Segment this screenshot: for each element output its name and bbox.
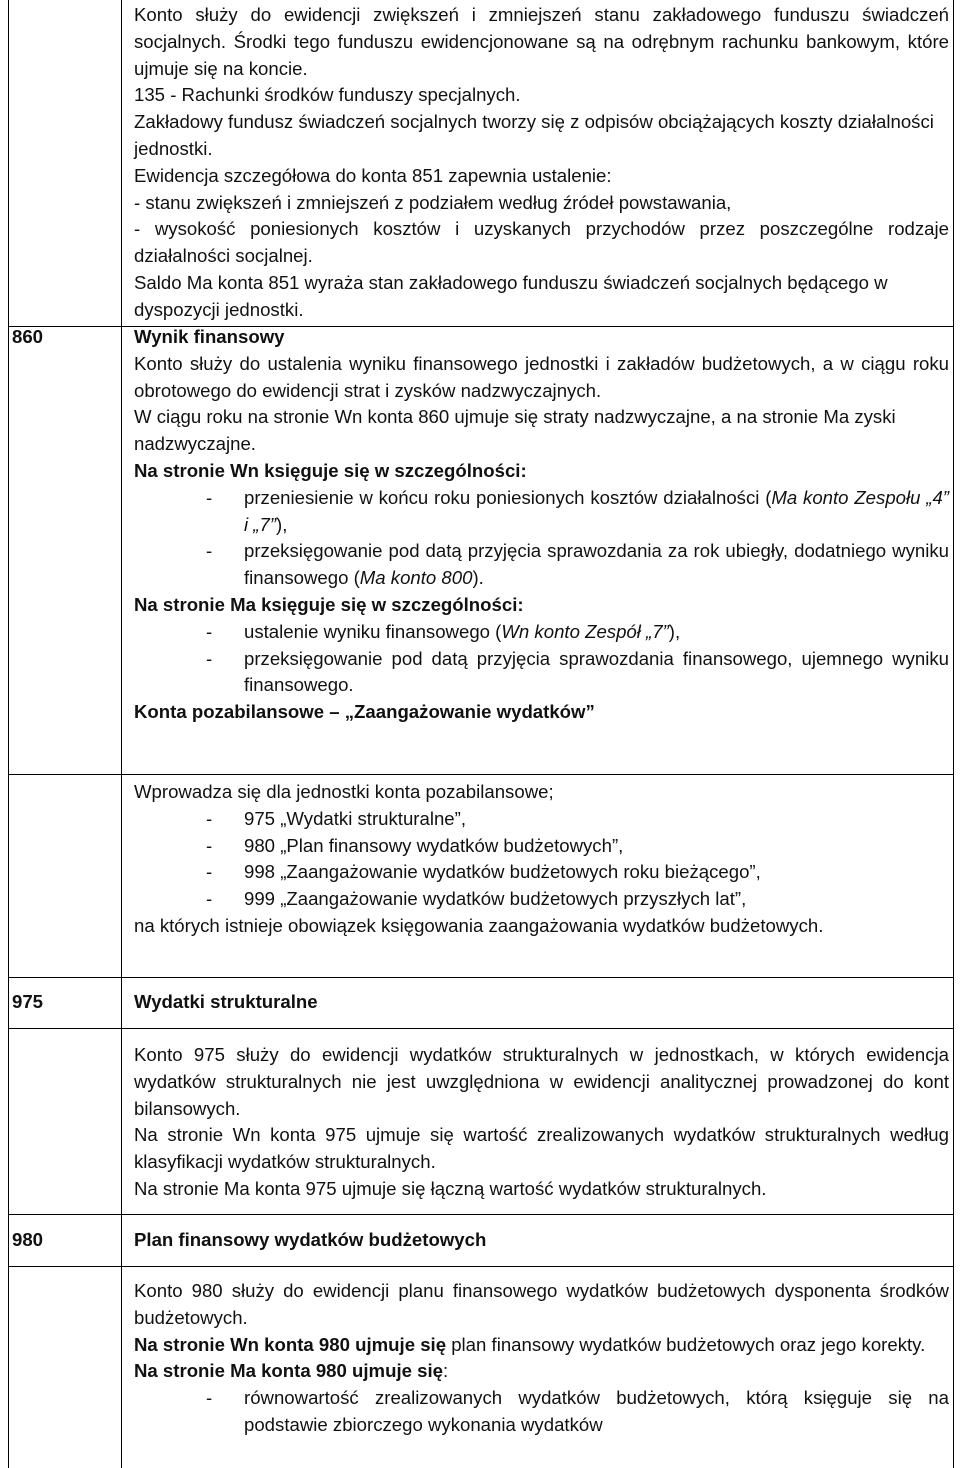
paragraph: Zakładowy fundusz świadczeń socjalnych tworzy się z odpisów obciążających koszty działalności jednostki.: [134, 111, 934, 159]
document-page: [8, 0, 954, 1468]
paragraph: Na stronie Wn konta 980 ujmuje się plan finansowy wydatków budżetowych oraz jego korekty.: [134, 1333, 926, 1355]
list-item: - ustalenie wyniku finansowego (Wn konto Zespół „7”),: [206, 620, 681, 642]
row-divider: [9, 774, 953, 775]
list-item: - równowartość zrealizowanych wydatków budżetowych, którą księguje się na podstawie zbiorczego wykonania wydatków: [206, 1387, 949, 1435]
row-divider: [9, 1028, 953, 1029]
subheading: Konta pozabilansowe – „Zaangażowanie wydatków”: [134, 701, 595, 723]
paragraph: na których istnieje obowiązek księgowania zaangażowania wydatków budżetowych.: [134, 914, 824, 936]
paragraph: 135 - Rachunki środków funduszy specjalnych.: [134, 84, 521, 106]
list-item: - przeksięgowanie pod datą przyjęcia sprawozdania finansowego, ujemnego wyniku finansowego.: [206, 647, 949, 696]
account-975-title: [134, 989, 949, 1016]
list-item: - przeniesienie w końcu roku poniesionych kosztów działalności (Ma konto Zespołu „4” i „7”),: [206, 486, 949, 535]
section-title: Wydatki strukturalne: [134, 991, 318, 1012]
subheading: Na stronie Ma księguje się w szczególności:: [134, 593, 524, 615]
account-851-description: [134, 2, 949, 324]
column-divider: [121, 0, 122, 1468]
row-divider: [9, 977, 953, 978]
paragraph: Konto służy do ewidencji zwiększeń i zmniejszeń stanu zakładowego funduszu świadczeń socjalnych. Środki tego funduszu ewidencjonowane są na odrębnym rachunku bankowym, które ujmuje się na koncie.: [134, 4, 949, 79]
list-item: - 999 „Zaangażowanie wydatków budżetowych przyszłych lat”,: [206, 888, 747, 910]
paragraph: Ewidencja szczegółowa do konta 851 zapewnia ustalenie:: [134, 164, 612, 186]
account-980-title: [134, 1227, 949, 1254]
paragraph: W ciągu roku na stronie Wn konta 860 ujmuje się straty nadzwyczajne, a na stronie Ma zyski nadzwyczajne.: [134, 406, 896, 455]
paragraph: - stanu zwiększeń i zmniejszeń z podziałem według źródeł powstawania,: [134, 191, 732, 213]
offbalance-accounts-section: [134, 779, 949, 940]
row-divider: [9, 1214, 953, 1215]
paragraph: Na stronie Ma konta 975 ujmuje się łączną wartość wydatków strukturalnych.: [134, 1177, 767, 1199]
section-title: Wynik finansowy: [134, 326, 285, 347]
account-code: 860: [12, 326, 44, 347]
account-980-section: [134, 1278, 949, 1439]
paragraph: Konto 975 służy do ewidencji wydatków strukturalnych w jednostkach, w których ewidencja wydatków strukturalnych nie jest uwzględniona w ewidencji analitycznej prowadzonej do kont bilansowych.: [134, 1044, 949, 1119]
list-item: - 975 „Wydatki strukturalne”,: [206, 807, 467, 829]
subheading: Na stronie Wn księguje się w szczególności:: [134, 459, 527, 481]
paragraph: Wprowadza się dla jednostki konta pozabilansowe;: [134, 781, 554, 802]
row-divider: [9, 1266, 953, 1267]
list-item: - 980 „Plan finansowy wydatków budżetowych”,: [206, 834, 624, 856]
paragraph: Konto 980 służy do ewidencji planu finansowego wydatków budżetowych dysponenta środków budżetowych.: [134, 1280, 949, 1328]
section-title: Plan finansowy wydatków budżetowych: [134, 1229, 487, 1250]
paragraph: Saldo Ma konta 851 wyraża stan zakładowego funduszu świadczeń socjalnych będącego w dyspozycji jednostki.: [134, 271, 888, 320]
account-860-section: [134, 324, 949, 726]
account-code: 980: [12, 1229, 44, 1250]
paragraph: Na stronie Ma konta 980 ujmuje się:: [134, 1360, 449, 1382]
account-code: 975: [12, 991, 44, 1012]
paragraph: Na stronie Wn konta 975 ujmuje się wartość zrealizowanych wydatków strukturalnych według klasyfikacji wydatków strukturalnych.: [134, 1124, 949, 1173]
list-item: - przeksięgowanie pod datą przyjęcia sprawozdania za rok ubiegły, dodatniego wyniku finansowego (Ma konto 800).: [206, 540, 949, 589]
account-975-section: [134, 1042, 949, 1203]
list-item: - 998 „Zaangażowanie wydatków budżetowych roku bieżącego”,: [206, 861, 761, 883]
paragraph: - wysokość poniesionych kosztów i uzyskanych przychodów przez poszczególne rodzaje działalności socjalnej.: [134, 218, 949, 267]
paragraph: Konto służy do ustalenia wyniku finansowego jednostki i zakładów budżetowych, a w ciągu roku obrotowego do ewidencji strat i zysków nadzwyczajnych.: [134, 352, 949, 401]
